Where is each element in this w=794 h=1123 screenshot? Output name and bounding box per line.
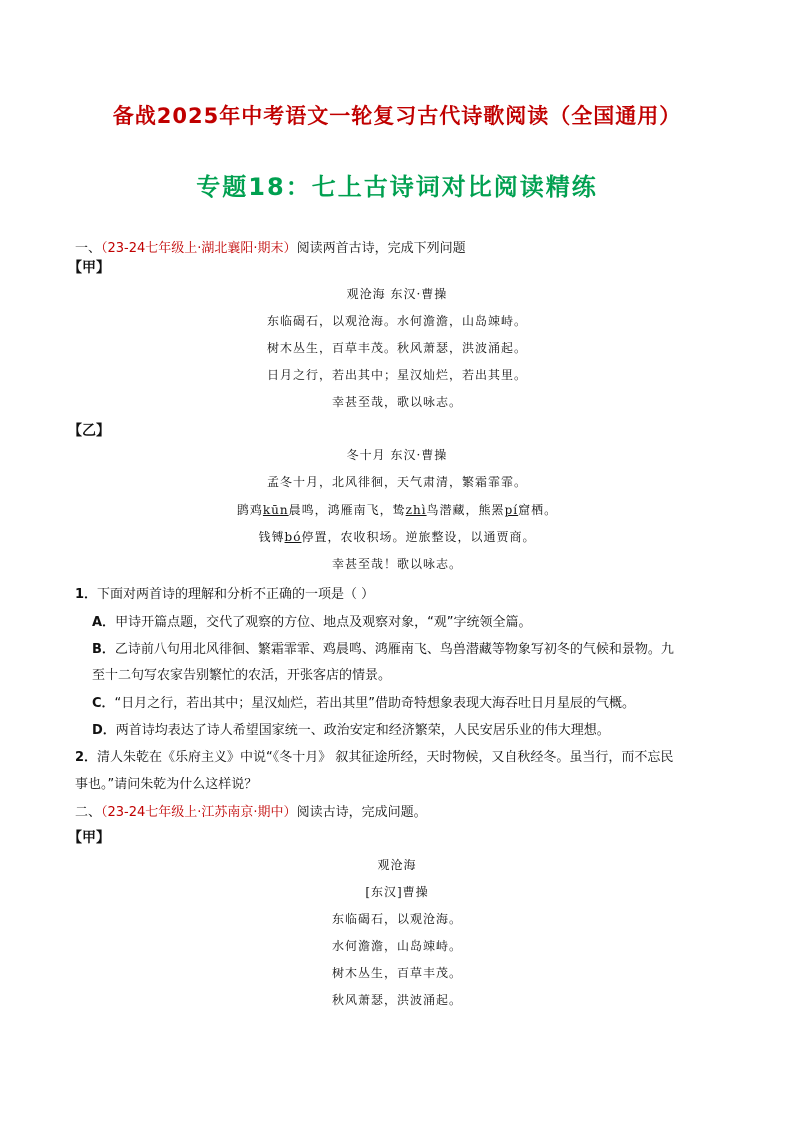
- poem3-line: 水何澹澹，山岛竦峙。: [331, 939, 462, 953]
- section1-source: （23-24七年级上·湖北襄阳·期末）: [101, 241, 297, 256]
- poem2-title: 冬十月 东汉·曹操: [346, 448, 448, 462]
- poem2-line: [0, 528, 794, 545]
- poem2-text: 停置，农收积场。逆旅整设，以通贾商。: [301, 530, 536, 544]
- section2-instruction: 阅读古诗，完成问题。: [296, 805, 427, 820]
- poem1-title: 观沧海 东汉·曹操: [346, 287, 448, 301]
- option-a: [92, 611, 532, 630]
- section2-label-jia: 【甲】: [68, 830, 110, 846]
- poem3-author: [东汉]曹操: [365, 885, 429, 899]
- section1-label-jia: 【甲】: [68, 260, 110, 276]
- question-1: [75, 583, 374, 602]
- question-2: [75, 746, 673, 765]
- poem2-text: 晨鸣，鸿雁南飞，鸷: [288, 503, 406, 517]
- option-label: A．: [92, 615, 116, 630]
- section1-heading: [75, 237, 466, 256]
- document-subtitle: 专题18：七上古诗词对比阅读精练: [196, 173, 598, 201]
- question-stem: 下面对两首诗的理解和分析不正确的一项是（ ）: [97, 587, 375, 602]
- section2-heading: [75, 801, 427, 820]
- poem2-text: 鸟潜藏，熊罴: [426, 503, 505, 517]
- option-text: 乙诗前八句用北风徘徊、繁霜霏霏、鸡晨鸣、鸿雁南飞、鸟兽潜藏等物象写初冬的气候和景物。九: [114, 642, 674, 657]
- option-b: [92, 638, 674, 657]
- poem1-line: 东临碣石，以观沧海。水何澹澹，山岛竦峙。: [266, 314, 527, 328]
- question-text: 清人朱乾在《乐府主义》中说“《冬十月》 叙其征途所经，天时物候，又自秋经冬。虽当行，而不忘民: [97, 750, 674, 765]
- poem2-text: 钱镈: [258, 530, 285, 544]
- poem1-line: 日月之行，若出其中；星汉灿烂，若出其里。: [266, 368, 527, 382]
- option-c: [92, 692, 635, 711]
- poem2-line: 幸甚至哉！歌以咏志。: [331, 557, 462, 571]
- poem2-text: 窟栖。: [518, 503, 558, 517]
- poem1-line: 树木丛生，百草丰茂。秋风萧瑟，洪波涌起。: [266, 341, 527, 355]
- poem2-text: 鹍鸡: [236, 503, 263, 517]
- pinyin-annotation: zhì: [405, 503, 427, 517]
- question-number: 1．: [75, 587, 98, 602]
- poem2-line: [0, 501, 794, 518]
- poem3-line: 树木丛生，百草丰茂。: [331, 966, 462, 980]
- section1-prefix: 一、: [75, 241, 102, 256]
- poem1-line: 幸甚至哉，歌以咏志。: [331, 395, 462, 409]
- document-title: 备战2025年中考语文一轮复习古代诗歌阅读（全国通用）: [112, 104, 682, 128]
- option-text: 两首诗均表达了诗人希望国家统一、政治安定和经济繁荣，人民安居乐业的伟大理想。: [115, 723, 610, 738]
- poem2-line: 孟冬十月，北风徘徊，天气肃清，繁霜霏霏。: [266, 475, 527, 489]
- section2-source: （23-24七年级上·江苏南京·期中）: [101, 805, 297, 820]
- section1-label-yi: 【乙】: [68, 423, 110, 439]
- option-label: C．: [92, 696, 115, 711]
- option-text: 甲诗开篇点题，交代了观察的方位、地点及观察对象，“观”字统领全篇。: [115, 615, 532, 630]
- poem3-title: 观沧海: [377, 858, 417, 872]
- pinyin-annotation: pí: [504, 503, 519, 517]
- question-number: 2．: [75, 750, 98, 765]
- option-d: [92, 719, 610, 738]
- option-text: “日月之行，若出其中；星汉灿烂，若出其里”借助奇特想象表现大海吞吐日月星辰的气概。: [114, 696, 636, 711]
- section1-instruction: 阅读两首古诗，完成下列问题: [296, 241, 466, 256]
- option-label: B．: [92, 642, 115, 657]
- pinyin-annotation: kūn: [262, 503, 289, 517]
- question-2-continued: 事也。”请问朱乾为什么这样说？: [75, 777, 258, 792]
- section2-prefix: 二、: [75, 805, 102, 820]
- poem3-line: 秋风萧瑟，洪波涌起。: [331, 993, 462, 1007]
- pinyin-annotation: bó: [284, 530, 302, 544]
- option-label: D．: [92, 723, 116, 738]
- option-b-continued: 至十二句写农家告别繁忙的农活，开张客店的情景。: [92, 668, 392, 683]
- poem3-line: 东临碣石，以观沧海。: [331, 912, 462, 926]
